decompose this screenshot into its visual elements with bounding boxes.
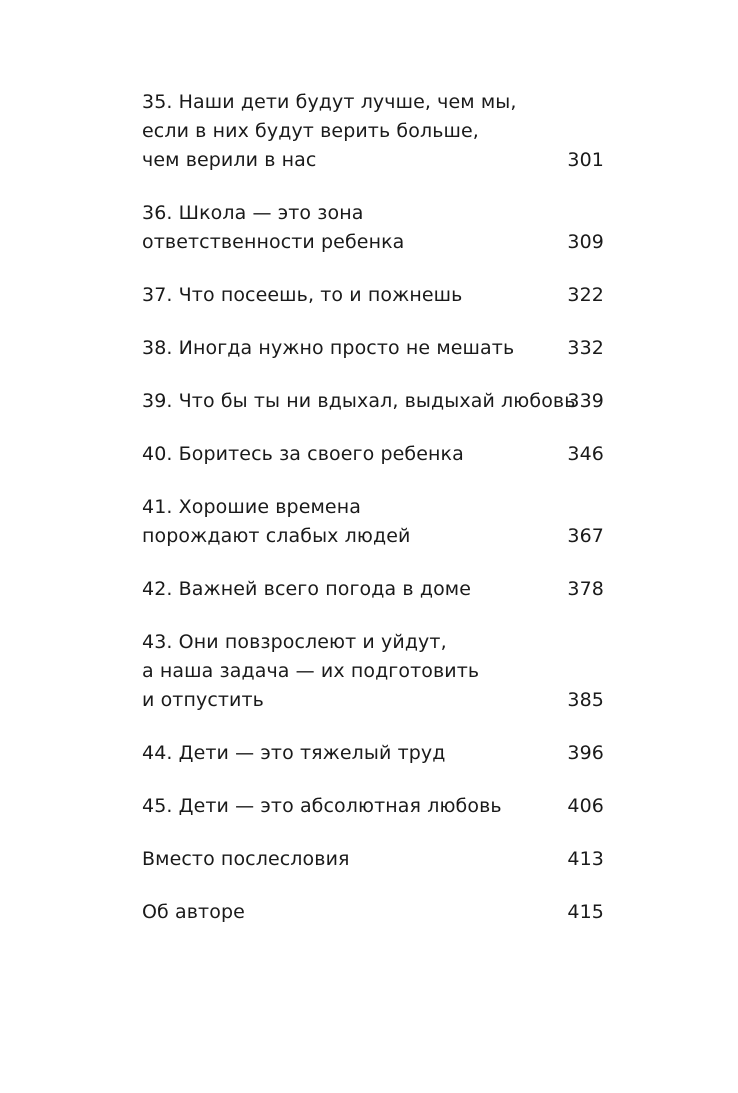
toc-page-number: 332 [567, 337, 604, 359]
toc-page-number: 406 [567, 795, 604, 817]
toc-page-number: 301 [567, 149, 604, 171]
toc-page-number: 339 [567, 390, 604, 412]
toc-entry-title-line: 35. Наши дети будут лучше, чем мы, [142, 91, 517, 113]
toc-entry-title-line: ответственности ребенка [142, 231, 405, 253]
toc-entry-title-line: 40. Боритесь за своего ребенка [142, 443, 464, 465]
toc-entry-42 [142, 575, 604, 604]
toc-entry-title-line: 44. Дети — это тяжелый труд [142, 742, 446, 764]
toc-entry-about-author [142, 898, 604, 927]
toc-entry-title-line: Об авторе [142, 901, 245, 923]
toc-entry-45 [142, 792, 604, 821]
toc-entry-title-line: 36. Школа — это зона [142, 202, 364, 224]
toc-entry-36 [142, 199, 604, 257]
toc-entry-title-line: 43. Они повзрослеют и уйдут, [142, 631, 447, 653]
toc-entry-title-line: 37. Что посеешь, то и пожнешь [142, 284, 463, 306]
toc-entry-title-line: порождают слабых людей [142, 525, 411, 547]
toc-page-number: 346 [567, 443, 604, 465]
toc-page-number: 367 [567, 525, 604, 547]
toc-entry-title-line: а наша задача — их подготовить [142, 660, 480, 682]
toc-entry-title-line: 45. Дети — это абсолютная любовь [142, 795, 502, 817]
toc-entry-afterword [142, 845, 604, 874]
toc-page-number: 309 [567, 231, 604, 253]
toc-entry-39 [142, 387, 604, 416]
table-of-contents [142, 88, 604, 951]
toc-entry-title-line: 42. Важней всего погода в доме [142, 578, 472, 600]
toc-entry-title-line: если в них будут верить больше, [142, 120, 479, 142]
toc-entry-37 [142, 281, 604, 310]
toc-entry-41 [142, 493, 604, 551]
toc-entry-43 [142, 628, 604, 715]
toc-entry-40 [142, 440, 604, 469]
toc-entry-title-line: 39. Что бы ты ни вдыхал, выдыхай любовь [142, 390, 576, 412]
toc-entry-title-line: чем верили в нас [142, 149, 317, 171]
toc-entry-38 [142, 334, 604, 363]
toc-page-number: 413 [567, 848, 604, 870]
toc-entry-title-line: и отпустить [142, 689, 264, 711]
toc-entry-title-line: Вместо послесловия [142, 848, 350, 870]
toc-entry-44 [142, 739, 604, 768]
toc-page-number: 385 [567, 689, 604, 711]
toc-page-number: 415 [567, 901, 604, 923]
toc-page-number: 322 [567, 284, 604, 306]
toc-page-number: 396 [567, 742, 604, 764]
toc-entry-title-line: 38. Иногда нужно просто не мешать [142, 337, 515, 359]
toc-page-number: 378 [567, 578, 604, 600]
toc-entry-title-line: 41. Хорошие времена [142, 496, 361, 518]
toc-entry-35 [142, 88, 604, 175]
